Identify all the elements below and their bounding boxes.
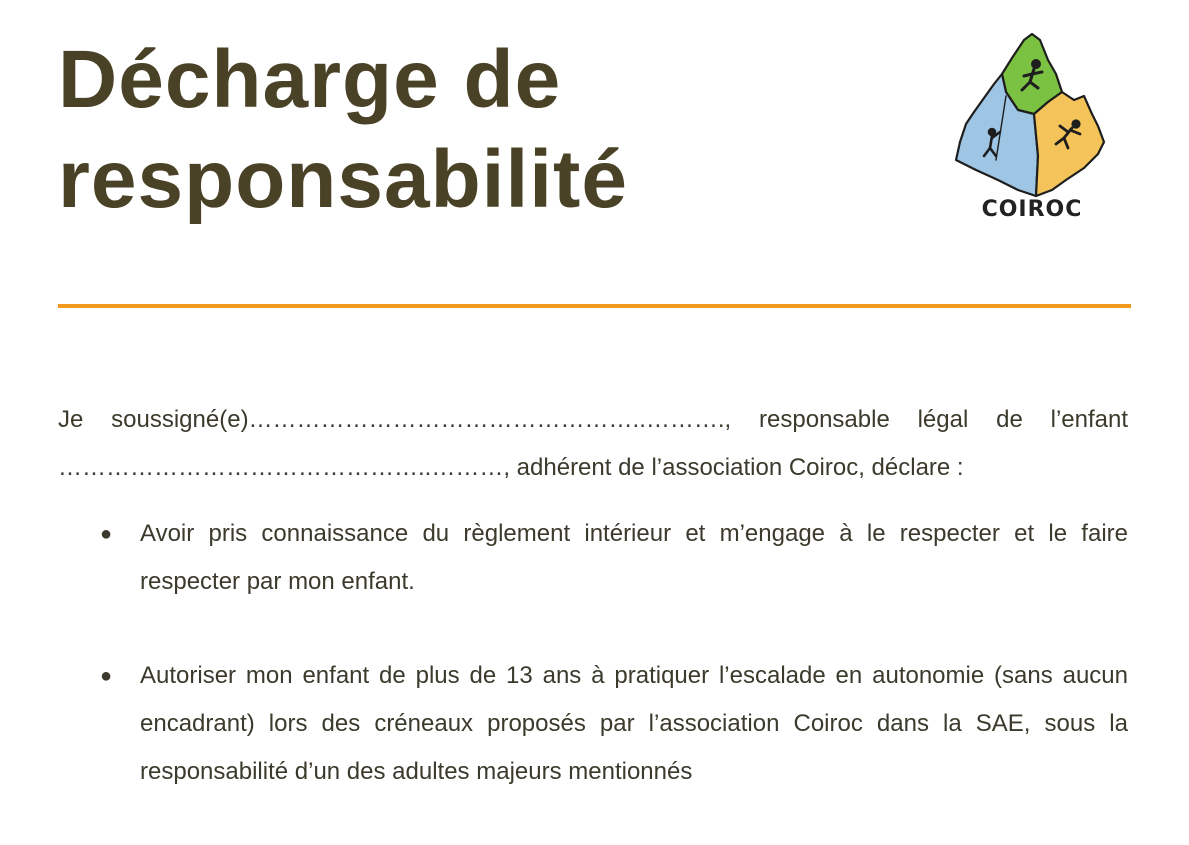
logo-wordmark: COIROC: [981, 197, 1083, 222]
mountain-logo-icon: [952, 30, 1112, 200]
document-title: [58, 30, 628, 230]
orange-divider: [58, 304, 1131, 308]
bullet-icon: ●: [100, 523, 113, 545]
list-item-text: Avoir pris connaissance du règlement intérieur et m’engage à le respecter et le faire respecter par mon enfant.: [140, 520, 1128, 595]
bullet-icon: ●: [100, 665, 113, 687]
list-item: [58, 510, 1128, 606]
intro-paragraph: Je soussigné(e)…………………………………………..………., responsable légal de l’enfant ………………………………………..………, adhérent de l’association Coiroc, déclare :: [58, 406, 1128, 481]
title-line-2: responsabilité: [58, 134, 628, 225]
coiroc-logo: [952, 30, 1112, 225]
document-body: [58, 396, 1128, 796]
declaration-list: [58, 510, 1128, 796]
title-line-1: Décharge de: [58, 34, 562, 125]
list-item: [58, 652, 1128, 796]
list-item-text: Autoriser mon enfant de plus de 13 ans à pratiquer l’escalade en autonomie (sans aucun encadrant) lors des créneaux proposés par l’association Coiroc dans la SAE, sous la responsabilité d’un des adultes majeurs mentionnés: [140, 662, 1128, 785]
